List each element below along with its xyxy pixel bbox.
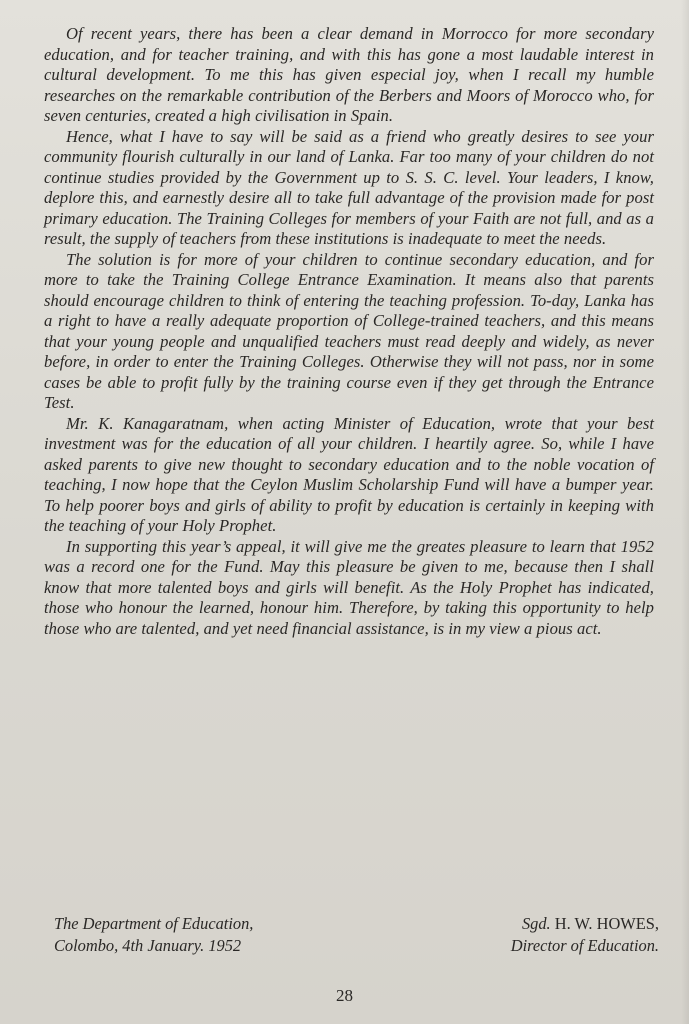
letter-body [44, 24, 654, 639]
paragraph-2: Hence, what I have to say will be said as a friend who greatly desires to see your community flourish culturally in our land of Lanka. Far too many of your children do not continue studies provided by the Government up to S. S. C. level. Your leaders, I know, deplore this, and earnestly desire all to take full advantage of the provision made for post primary education. The Training Colleges for members of your Faith are not full, and as a result, the supply of teachers from these institutions is inadequate to meet the needs. [44, 126, 654, 248]
signatory [511, 913, 659, 957]
paragraph-4: Mr. K. Kanagaratnam, when acting Minister of Education, wrote that your best investment was for the education of all your children. I heartily agree. So, while I have asked parents to give new thought to secondary education and to the noble vocation of teaching, I now hope that the Ceylon Muslim Scholarship Fund will have a bumper year. To help poorer boys and girls of ability to profit by education is certainly in keeping with the teaching of your Holy Prophet. [44, 413, 654, 535]
signatory-name: H. W. HOWES, [554, 914, 659, 933]
paragraph-1: Of recent years, there has been a clear demand in Morrocco for more secondary education, and for teacher training, and with this has gone a most laudable interest in cultural development. To me this has given especial joy, when I recall my humble researches on the remarkable contribution of the Berbers and Moors of Morocco who, for seven centuries, created a high civilisation in Spain. [44, 24, 654, 125]
signatory-title: Director of Education. [510, 936, 659, 955]
sender-date: Colombo, 4th January. 1952 [54, 936, 242, 955]
paragraph-3: The solution is for more of your children to continue secondary education, and for more to take the Training College Entrance Examination. It means also that parents should encourage children to think of entering the teaching profession. To-day, Lanka has a right to have a really adequate proportion of College-trained teachers, and this means that your young people and unqualified teachers must read deeply and widely, as never before, in order to enter the Training Colleges. Otherwise they will not pass, nor in some cases be able to profit fully by the training course even if they get through the Entrance Test. [44, 249, 654, 412]
page-edge-shadow [681, 0, 689, 1024]
paragraph-5: In supporting this year’s appeal, it will give me the greates pleasure to learn that 1952 was a record one for the Fund. May this pleasure be given to me, because then I shall know that more talented boys and girls will benefit. As the Holy Prophet has indicated, those who honour the learned, honour him. Therefore, by taking this opportunity to help those who are talented, and yet need financial assistance, is in my view a pious act. [44, 536, 654, 638]
signature-block [0, 913, 689, 963]
sgd-prefix: Sgd. [521, 914, 551, 933]
page-number: 28 [336, 986, 353, 1005]
sender-address [54, 913, 253, 957]
sender-department: The Department of Education, [54, 914, 254, 933]
